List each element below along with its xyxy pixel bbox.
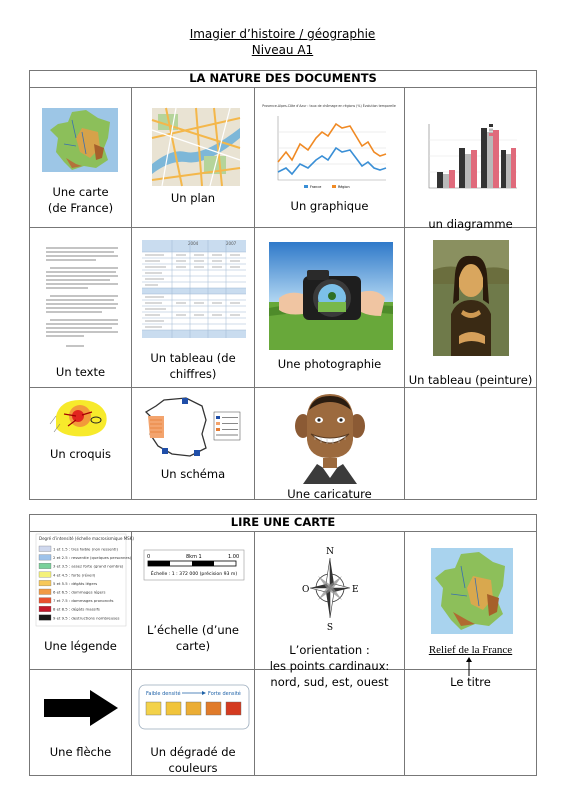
legend-row-label: 7 et 7.5 : dommages prononcés bbox=[53, 598, 114, 604]
caricature-icon bbox=[293, 392, 367, 484]
scale-bar-icon bbox=[142, 548, 246, 588]
legend-heading: Degré d’intensité (échelle macrosismique MSK) bbox=[39, 536, 134, 541]
data-table-icon bbox=[142, 240, 246, 338]
carte-orientation bbox=[255, 532, 405, 689]
caption: Une photographie bbox=[277, 357, 382, 371]
painting-icon bbox=[433, 240, 509, 356]
doc-peinture bbox=[405, 228, 537, 388]
bar-chart-icon bbox=[421, 120, 519, 200]
svg-text:Forte densité: Forte densité bbox=[208, 691, 241, 697]
svg-text:E: E bbox=[352, 585, 359, 595]
legend-row-label: 5 et 5.5 : dégâts légers bbox=[53, 580, 98, 586]
legend-swatch bbox=[39, 546, 51, 552]
legend-swatch bbox=[39, 615, 51, 621]
doc-croquis bbox=[30, 388, 132, 500]
empty-cell bbox=[255, 670, 405, 776]
caption: Un plan bbox=[170, 191, 216, 205]
doc-tableau-chiffres bbox=[132, 228, 255, 388]
legend-swatch bbox=[39, 555, 51, 561]
caption: Un texte bbox=[55, 365, 106, 379]
caption: Une caricature bbox=[287, 487, 372, 501]
caption: L’échelle (d’une carte) bbox=[146, 623, 240, 653]
gradient-icon bbox=[138, 684, 250, 730]
gradient-swatch bbox=[206, 702, 221, 715]
caption: un diagramme bbox=[428, 217, 513, 231]
legend-row-label: 9 et 9.5 : destructions nombreuses bbox=[53, 615, 120, 621]
legend-swatch bbox=[39, 572, 51, 578]
france-schema-icon bbox=[142, 394, 242, 460]
svg-text:S: S bbox=[326, 623, 334, 633]
caption: Une flèche bbox=[49, 745, 112, 759]
legend-icon bbox=[36, 534, 134, 626]
svg-text:2007: 2007 bbox=[226, 241, 237, 246]
caption: Le titre bbox=[450, 675, 491, 689]
gradient-swatch bbox=[186, 702, 201, 715]
map-title-text: Relief de la France bbox=[428, 644, 513, 656]
carte-legende bbox=[30, 532, 132, 670]
legend-swatch bbox=[39, 580, 51, 586]
legend-row-label: 3 et 3.5 : assez forte (grand nombre) bbox=[53, 563, 124, 569]
doc-diagramme bbox=[405, 88, 537, 231]
svg-text:Région: Région bbox=[338, 185, 350, 189]
document-level: Niveau A1 bbox=[251, 43, 314, 57]
svg-text:2004: 2004 bbox=[188, 241, 199, 246]
france-map-icon bbox=[42, 108, 118, 172]
doc-caricature bbox=[255, 388, 405, 500]
caption: Une légende bbox=[44, 639, 117, 653]
line-graph-icon bbox=[262, 102, 396, 192]
empty-cell bbox=[405, 388, 537, 500]
doc-schema bbox=[132, 388, 255, 500]
camera-photo-icon bbox=[269, 242, 393, 350]
legend-swatch bbox=[39, 606, 51, 612]
gradient-swatch bbox=[146, 702, 161, 715]
caption: Un croquis bbox=[50, 447, 111, 461]
caption: Un dégradé de couleurs bbox=[150, 745, 236, 775]
carte-echelle bbox=[132, 532, 255, 670]
arrow-right-icon bbox=[42, 688, 120, 728]
gradient-swatch bbox=[166, 702, 181, 715]
svg-text:O: O bbox=[302, 585, 310, 595]
doc-texte bbox=[30, 228, 132, 388]
caption: Un tableau (de chiffres) bbox=[150, 351, 236, 381]
svg-text:N: N bbox=[326, 547, 334, 557]
svg-text:0: 0 bbox=[147, 554, 151, 560]
svg-text:France: France bbox=[310, 185, 322, 189]
gradient-swatch bbox=[226, 702, 241, 715]
legend-swatch bbox=[39, 598, 51, 604]
legend-row-label: 6 et 6.5 : dommages légers bbox=[53, 589, 106, 595]
svg-text:1.00: 1.00 bbox=[228, 554, 240, 560]
document-title: Imagier d’histoire / géographie bbox=[189, 27, 376, 41]
text-page-icon bbox=[44, 242, 120, 354]
carte-titre bbox=[405, 532, 537, 689]
legend-row-label: 1 et 1.5 : tres faible (non ressenti) bbox=[53, 546, 118, 552]
legend-row-label: 8 et 8.5 : dégâts massifs bbox=[53, 606, 100, 612]
graph-title: Provence-Alpes-Côte d’Azur : taux de chômage en régions (%) Évolution temporelle bbox=[262, 104, 396, 108]
nature-documents-table bbox=[29, 70, 537, 500]
lire-une-carte-table bbox=[29, 514, 537, 776]
empty-cell bbox=[405, 670, 537, 776]
legend-row-label: 2 et 2.5 : ressentie (quelques personnes) bbox=[53, 555, 132, 561]
legend-swatch bbox=[39, 563, 51, 569]
section-title: LIRE UNE CARTE bbox=[30, 515, 537, 532]
caption: Un tableau (peinture) bbox=[408, 373, 533, 387]
caption: Une carte (de France) bbox=[47, 185, 114, 215]
caption: Un schéma bbox=[160, 467, 226, 481]
carte-degrade bbox=[132, 670, 255, 776]
france-relief-map-icon bbox=[431, 548, 513, 634]
compass-rose-icon bbox=[300, 544, 360, 632]
sketch-map-icon bbox=[48, 394, 114, 442]
doc-graphique bbox=[255, 88, 405, 228]
svg-text:8km 1: 8km 1 bbox=[186, 554, 202, 560]
legend-swatch bbox=[39, 589, 51, 595]
carte-fleche bbox=[30, 670, 132, 776]
section-title: LA NATURE DES DOCUMENTS bbox=[30, 71, 537, 88]
city-plan-icon bbox=[152, 108, 240, 186]
svg-text:Faible densité: Faible densité bbox=[146, 691, 181, 697]
doc-plan bbox=[132, 88, 255, 228]
legend-row-label: 4 et 4.5 : forte (réveil) bbox=[53, 572, 96, 578]
svg-text:Échelle : 1 : 372 000 (précisi: Échelle : 1 : 372 000 (précision 93 m) bbox=[150, 572, 238, 577]
caption: Un graphique bbox=[290, 199, 369, 213]
doc-photographie bbox=[255, 228, 405, 388]
caption: L’orientation : les points cardinaux: nord, sud, est, ouest bbox=[269, 643, 390, 689]
doc-carte bbox=[30, 88, 132, 228]
